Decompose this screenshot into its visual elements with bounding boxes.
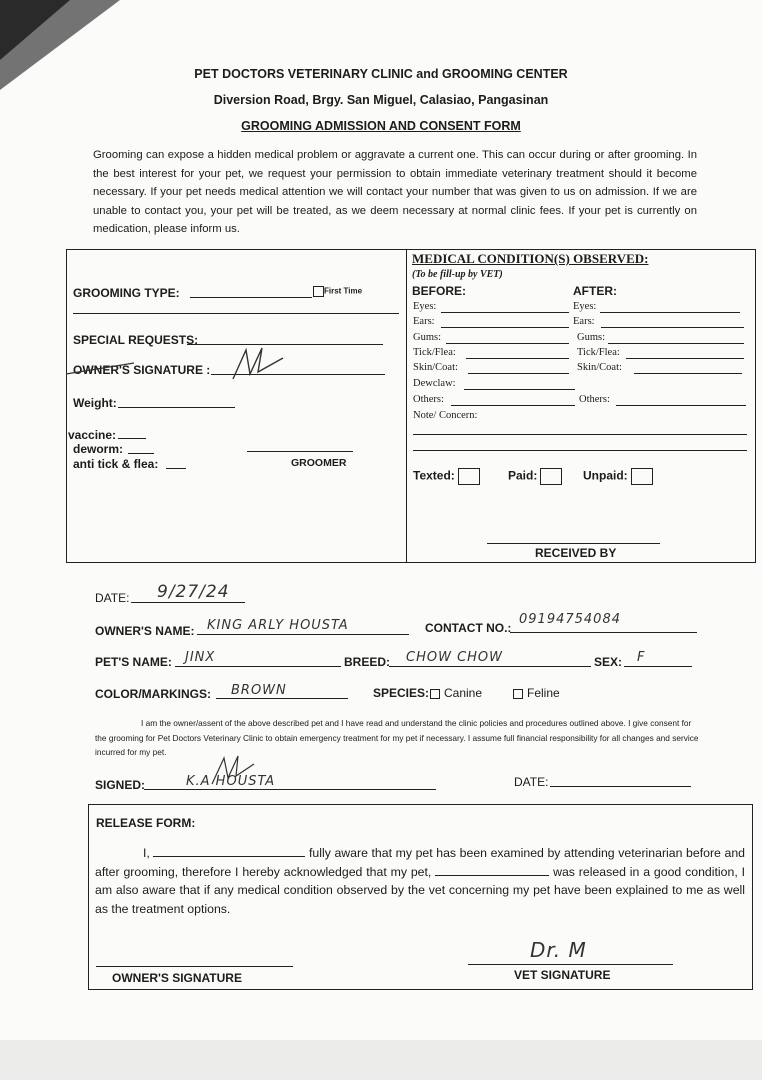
- release-title: RELEASE FORM:: [96, 816, 196, 830]
- color-label: COLOR/MARKINGS:: [95, 687, 211, 701]
- release-paragraph: [95, 844, 745, 918]
- release-p1-c: was released in a good condition, I am also aware that if any medical condition observed by the vet concerning my pet have been explained to me as well as the treatment options.: [95, 864, 746, 916]
- breed-value: CHOW CHOW: [406, 650, 504, 665]
- unpaid-label: Unpaid:: [583, 468, 628, 483]
- date-field[interactable]: [131, 602, 245, 603]
- note-concern-label: Note/ Concern:: [413, 410, 478, 421]
- after-ears-label: Ears:: [573, 316, 595, 327]
- consent-text: I am the owner/assent of the above described pet and I have read and understand the clinic policies and procedures outlined above. I give consent for the grooming for Pet Doctors Veterinary Clinic to obtain emergency treatment for my pet if necessary. I assume full financial responsibility for all changes and service incurred for my pet.: [95, 718, 699, 757]
- before-tickflea-label: Tick/Flea:: [413, 347, 456, 358]
- before-ears-label: Ears:: [413, 316, 435, 327]
- canine-option[interactable]: [430, 686, 482, 700]
- feline-label: Feline: [527, 686, 560, 700]
- before-others-field[interactable]: [451, 405, 575, 406]
- first-time-checkbox[interactable]: [313, 286, 362, 297]
- after-others-label: Others:: [579, 394, 610, 405]
- vet-signature-value: Dr. M: [530, 938, 587, 962]
- special-requests-label: SPECIAL REQUESTS:: [73, 333, 199, 347]
- before-ears-field[interactable]: [441, 327, 569, 328]
- note-line-2[interactable]: [413, 450, 747, 451]
- after-heading: AFTER:: [573, 284, 617, 298]
- release-vet-sign-line[interactable]: [468, 964, 673, 965]
- owner-name-value: KING ARLY HOUSTA: [207, 618, 349, 633]
- clinic-name: PET DOCTORS VETERINARY CLINIC and GROOMING CENTER: [194, 67, 568, 81]
- release-vet-signature-label: VET SIGNATURE: [514, 968, 611, 982]
- species-label: SPECIES:: [373, 686, 430, 700]
- release-p1-b: fully aware that my pet has been examined by attending veterinarian before and after grooming, therefore I hereby acknowledged that my pet,: [95, 846, 745, 879]
- paid-label: Paid:: [508, 468, 538, 483]
- page-bottom-shade: [0, 1040, 762, 1080]
- after-ears-field[interactable]: [601, 327, 744, 328]
- grooming-type-field[interactable]: [190, 297, 312, 298]
- signed-date-field[interactable]: [550, 786, 691, 787]
- color-value: BROWN: [231, 683, 287, 698]
- before-dewclaw-field[interactable]: [464, 389, 575, 390]
- received-by-label: RECEIVED BY: [535, 546, 617, 560]
- anti-tick-field[interactable]: [166, 468, 186, 469]
- vaccine-label: vaccine:: [68, 428, 117, 442]
- pet-name-label: PET'S NAME:: [95, 655, 172, 669]
- texted-label: Texted:: [413, 468, 455, 483]
- release-pet-name-field[interactable]: [435, 863, 549, 876]
- owner-name-label: OWNER'S NAME:: [95, 624, 195, 638]
- release-owner-sign-line[interactable]: [96, 966, 293, 967]
- vaccine-field[interactable]: [118, 438, 146, 439]
- contact-value: 09194754084: [519, 612, 621, 627]
- before-heading: BEFORE:: [412, 284, 466, 298]
- before-others-label: Others:: [413, 394, 444, 405]
- canine-label: Canine: [444, 686, 483, 700]
- after-others-field[interactable]: [616, 405, 746, 406]
- weight-label: Weight:: [73, 396, 117, 410]
- before-dewclaw-label: Dewclaw:: [413, 378, 456, 389]
- grooming-type-extra-line[interactable]: [73, 313, 399, 314]
- owner-signature-scribble-icon: [228, 344, 288, 384]
- deworm-field[interactable]: [128, 453, 154, 454]
- release-p1-a: I,: [143, 846, 150, 860]
- before-skincoat-label: Skin/Coat:: [413, 362, 458, 373]
- groomer-sign-line[interactable]: [247, 451, 353, 452]
- date-value: 9/27/24: [157, 582, 230, 602]
- medical-title: MEDICAL CONDITION(S) OBSERVED:: [412, 251, 649, 266]
- contact-label: CONTACT NO.:: [425, 621, 512, 635]
- after-skincoat-field[interactable]: [634, 373, 742, 374]
- groomer-label: GROOMER: [291, 457, 347, 469]
- page-corner-fold: [0, 0, 70, 60]
- received-by-line[interactable]: [487, 543, 660, 544]
- form-title: GROOMING ADMISSION AND CONSENT FORM: [241, 119, 521, 133]
- anti-tick-label: anti tick & flea:: [73, 457, 159, 471]
- after-eyes-label: Eyes:: [573, 301, 597, 312]
- unpaid-checkbox[interactable]: [583, 468, 653, 485]
- first-time-label: First Time: [324, 286, 363, 296]
- color-field[interactable]: [216, 698, 348, 699]
- strike-mark-icon: [64, 358, 144, 378]
- before-tickflea-field[interactable]: [466, 358, 569, 359]
- texted-checkbox[interactable]: [413, 468, 480, 485]
- sex-label: SEX:: [594, 655, 623, 669]
- owner-name-field[interactable]: [197, 634, 409, 635]
- feline-option[interactable]: [513, 686, 560, 700]
- before-eyes-field[interactable]: [441, 312, 569, 313]
- consent-signature-scribble-icon: [208, 752, 258, 788]
- signed-field[interactable]: [144, 789, 436, 790]
- after-gums-field[interactable]: [608, 343, 744, 344]
- contact-field[interactable]: [510, 632, 697, 633]
- release-owner-signature-label: OWNER'S SIGNATURE: [112, 971, 242, 985]
- signed-value: K.A HOUSTA: [186, 774, 276, 789]
- before-skincoat-field[interactable]: [468, 373, 569, 374]
- breed-field[interactable]: [389, 666, 591, 667]
- after-tickflea-label: Tick/Flea:: [577, 347, 620, 358]
- paid-checkbox[interactable]: [508, 468, 562, 485]
- admission-divider: [406, 250, 407, 562]
- intro-paragraph: Grooming can expose a hidden medical problem or aggravate a current one. This can occur during or after grooming. In the best interest for your pet, we request your permission to obtain immediate veterinary treatment should it become necessary. If your pet needs medical attention we will contact your number that was given to us on admission. If we are unable to contact you, your pet will be treated, as we deem necessary at normal clinic fees. If your pet is currently on medication, please inform us.: [93, 149, 697, 236]
- before-gums-label: Gums:: [413, 332, 442, 343]
- after-gums-label: Gums:: [577, 332, 606, 343]
- pet-name-field[interactable]: [175, 666, 341, 667]
- date-label: DATE:: [95, 591, 130, 605]
- deworm-label: deworm:: [73, 442, 124, 456]
- before-eyes-label: Eyes:: [413, 301, 437, 312]
- medical-subtitle: (To be fill-up by VET): [412, 269, 503, 280]
- sex-value: F: [637, 650, 646, 665]
- release-owner-name-field[interactable]: [153, 844, 305, 857]
- owners-signature-label: OWNER'S SIGNATURE :: [73, 363, 211, 377]
- weight-field[interactable]: [118, 407, 235, 408]
- sex-field[interactable]: [624, 666, 692, 667]
- after-skincoat-label: Skin/Coat:: [577, 362, 622, 373]
- after-tickflea-field[interactable]: [626, 358, 744, 359]
- grooming-type-label: GROOMING TYPE:: [73, 286, 180, 300]
- clinic-address: Diversion Road, Brgy. San Miguel, Calasiao, Pangasinan: [213, 93, 549, 107]
- signed-label: SIGNED:: [95, 778, 146, 792]
- note-line-1[interactable]: [413, 434, 747, 435]
- breed-label: BREED:: [344, 655, 391, 669]
- pet-name-value: JINX: [185, 650, 216, 665]
- consent-paragraph: [95, 716, 701, 760]
- before-gums-field[interactable]: [446, 343, 569, 344]
- signed-date-label: DATE:: [514, 775, 549, 789]
- after-eyes-field[interactable]: [600, 312, 740, 313]
